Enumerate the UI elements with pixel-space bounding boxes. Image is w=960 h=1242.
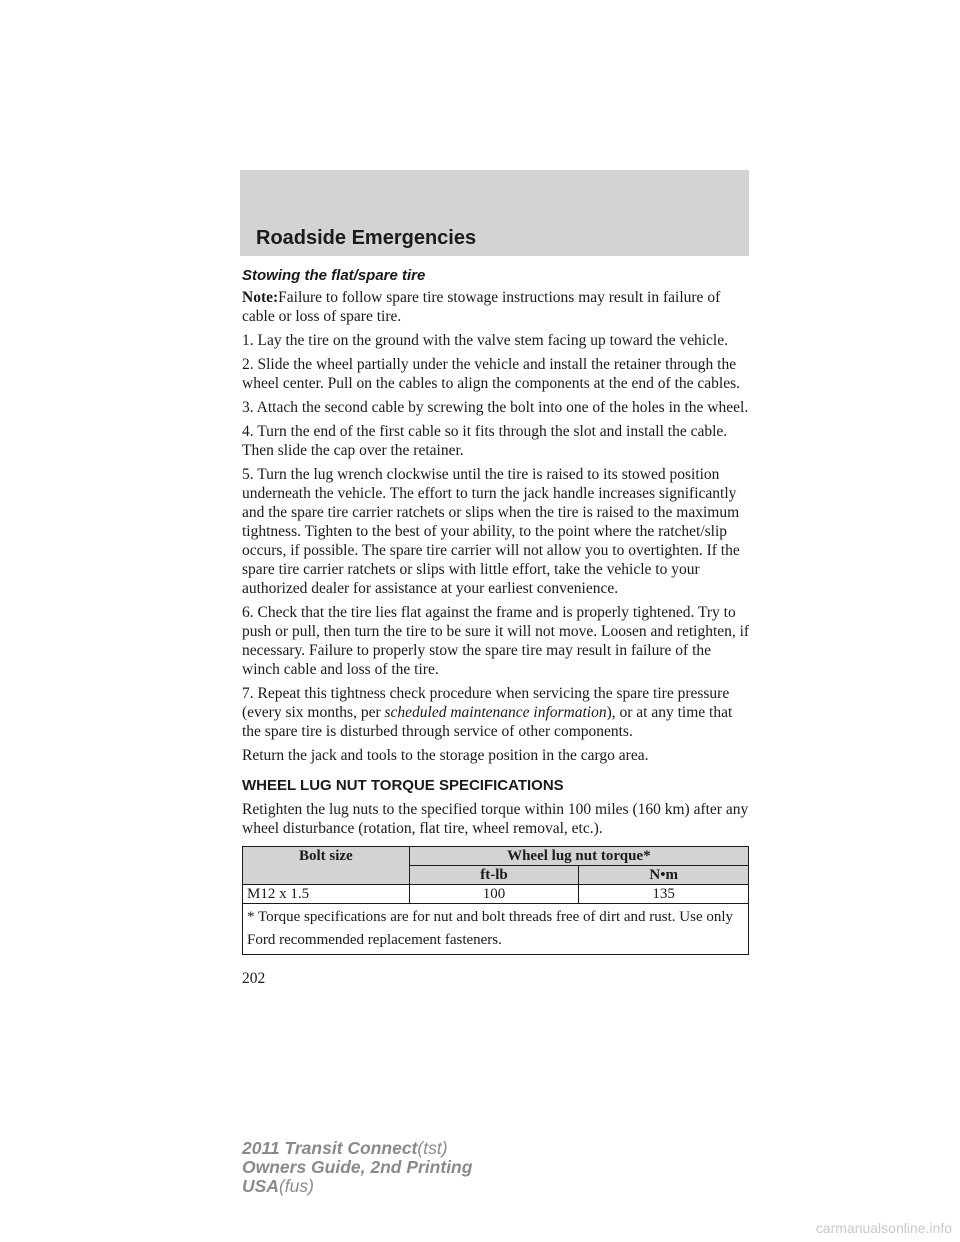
- watermark: carmanualsonline.info: [815, 1220, 952, 1236]
- section-header-band: [240, 170, 749, 256]
- step-7-text: 7. Repeat this tightness check procedure when servicing the spare tire pressure (every six months, per: [242, 685, 730, 721]
- footer-printing: Owners Guide, 2nd Printing: [242, 1157, 473, 1177]
- footer-line-1: [242, 1139, 472, 1158]
- step-3: 3. Attach the second cable by screwing the bolt into one of the holes in the wheel.: [242, 399, 749, 416]
- cell-nm: 135: [579, 885, 749, 904]
- note-label: Note:: [242, 289, 279, 306]
- footer-model: 2011 Transit Connect: [242, 1138, 418, 1158]
- step-1: 1. Lay the tire on the ground with the valve stem facing up toward the vehicle.: [242, 332, 728, 349]
- table-footnote-row: [243, 904, 749, 955]
- footer-model-code: (tst): [417, 1138, 448, 1158]
- page-content: [242, 266, 750, 955]
- note-paragraph: [242, 288, 750, 326]
- step-2: 2. Slide the wheel partially under the vehicle and install the retainer through the wheel center. Pull on the cables to align the components at the end of the cables.: [242, 356, 740, 392]
- torque-intro: Retighten the lug nuts to the specified torque within 100 miles (160 km) after any wheel disturbance (rotation, flat tire, wheel removal, etc.).: [242, 801, 749, 837]
- cell-ftlb: 100: [409, 885, 579, 904]
- footer-line-2: [242, 1158, 472, 1177]
- torque-spec-table: [242, 846, 749, 955]
- step-5: 5. Turn the lug wrench clockwise until the tire is raised to its stowed position underneath the vehicle. The effort to turn the jack handle increases significantly and the spare tire carrier ratchets or slips when the tire is raised to the maximum tightness. Tighten to the best of your ability, to the point where the ratchet/slip occurs, if possible. The spare tire carrier will not allow you to overtighten. If the spare tire carrier ratchets or slips with little effort, take the vehicle to your authorized dealer for assistance at your earliest convenience.: [242, 466, 740, 597]
- header-bolt-size: Bolt size: [243, 847, 410, 885]
- note-text: Failure to follow spare tire stowage instructions may result in failure of cable or loss of spare tire.: [242, 289, 721, 325]
- document-footer: [242, 1139, 472, 1196]
- table-footnote: * Torque specifications are for nut and bolt threads free of dirt and rust. Use only Ford recommended replacement fasteners.: [243, 904, 749, 955]
- footer-line-3: [242, 1177, 472, 1196]
- step-6: 6. Check that the tire lies flat against the frame and is properly tightened. Try to push or pull, then turn the tire to be sure it will not move. Loosen and retighten, if necessary. Failure to properly stow the spare tire may result in failure of the winch cable and loss of the tire.: [242, 604, 750, 678]
- footer-market-code: (fus): [278, 1176, 314, 1196]
- step-4: 4. Turn the end of the first cable so it fits through the slot and install the cable. Then slide the cap over the retainer.: [242, 423, 728, 459]
- step-7: [242, 684, 750, 741]
- table-header-row: [243, 847, 749, 866]
- section-title: Roadside Emergencies: [256, 227, 477, 249]
- footer-market: USA: [242, 1176, 279, 1196]
- maintenance-reference: scheduled maintenance information: [384, 704, 607, 721]
- step-7-text-end: ), or at any time that the spare tire is disturbed through service of other components.: [242, 704, 733, 740]
- cell-bolt-size: M12 x 1.5: [243, 885, 410, 904]
- torque-spec-heading: WHEEL LUG NUT TORQUE SPECIFICATIONS: [242, 777, 564, 794]
- table-row: [243, 885, 749, 904]
- header-unit-ftlb: ft-lb: [409, 866, 579, 885]
- subsection-title: Stowing the flat/spare tire: [242, 267, 426, 284]
- page-number: 202: [242, 970, 266, 987]
- header-unit-nm: N•m: [579, 866, 749, 885]
- header-lug-nut-torque: Wheel lug nut torque*: [409, 847, 748, 866]
- return-tools-paragraph: Return the jack and tools to the storage position in the cargo area.: [242, 747, 649, 764]
